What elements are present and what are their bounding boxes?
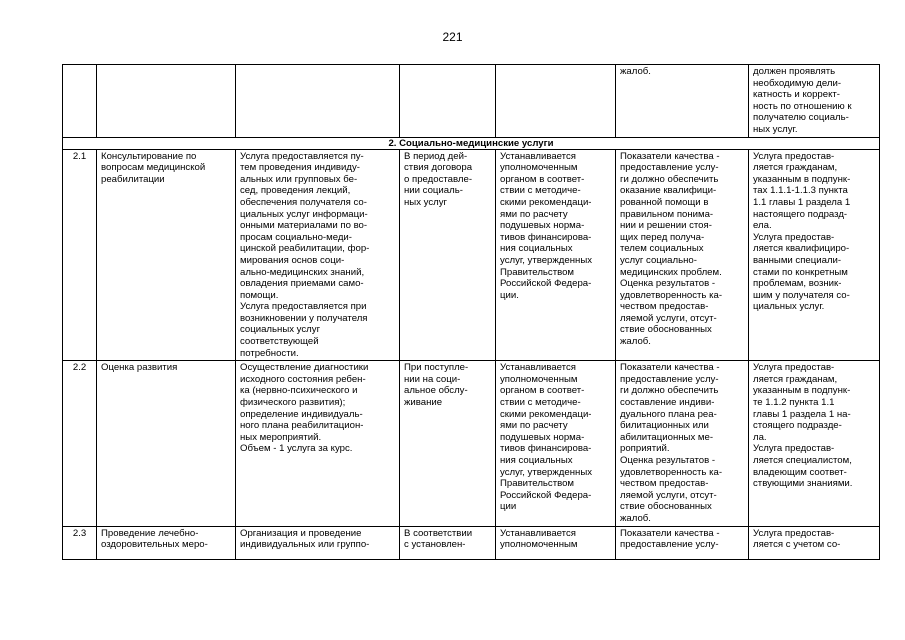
cell-quality: Показатели качества - предоставление услу- ги должно обеспечить составление индиви- дуального плана реа- билитационных или абилитационных ме- роприятий. Оценка результатов - удовлетворенность ка- чеством предостав- ляемой услуги, отсут- ствие обоснованных жалоб. (616, 361, 749, 526)
cell-num: 2.2 (63, 361, 97, 526)
cell-conditions: должен проявлять необходимую дели- катность и коррект- ность по отношению к получателю социаль- ных услуг. (749, 65, 880, 138)
table-row (63, 361, 880, 526)
cell-name: Проведение лечебно- оздоровительных меро- (97, 526, 236, 559)
cell-quality: Показатели качества - предоставление услу- ги должно обеспечить оказание квалифици- рованной помощи в правильном понима- нии и решении стоя- щих перед получа- телем социальных услуг социально- медицинских проблем. Оценка результатов - удовлетворенность ка- чеством предостав- ляемой услуги, отсут- ствие обоснованных жалоб. (616, 149, 749, 361)
cell-conditions: Услуга предостав- ляется гражданам, указанным в подпунк- те 1.1.2 пункта 1.1 главы 1 раздела 1 на- стоящего подразде- ла. Услуга предостав- ляется специалистом, владеющим соответ- ствующими знаниями. (749, 361, 880, 526)
cell-quality: жалоб. (616, 65, 749, 138)
section-title: 2. Социально-медицинские услуги (63, 137, 880, 149)
cell-conditions: Услуга предостав- ляется с учетом со- (749, 526, 880, 559)
cell-terms: В соответствии с установлен- (400, 526, 496, 559)
page-number: 221 (442, 30, 463, 44)
cell-quality: Показатели качества - предоставление услу- (616, 526, 749, 559)
cell-norm: Устанавливается уполномоченным (496, 526, 616, 559)
cell-terms (400, 65, 496, 138)
cell-description: Осуществление диагностики исходного состояния ребен- ка (нервно-психического и физического развития); определение индивидуаль- ного плана реабилитацион- ных мероприятий. Объем - 1 услуга за курс. (236, 361, 400, 526)
cell-norm: Устанавливается уполномоченным органом в соответ- ствии с методиче- скими рекомендаци- ями по расчету подушевых норма- тивов финансирова- ния социальных услуг, утвержденных Правительством Российской Федера- ции. (496, 149, 616, 361)
cell-conditions: Услуга предостав- ляется гражданам, указанным в подпунк- тах 1.1.1-1.1.3 пункта 1.1 главы 1 раздела 1 настоящего подразд- ела. Услуга предостав- ляется квалифициро- ванными специали- стами по конкретным проблемам, возник- шим у получателя со- циальных услуг. (749, 149, 880, 361)
cell-norm (496, 65, 616, 138)
cell-description: Организация и проведение индивидуальных или группо- (236, 526, 400, 559)
cell-terms: В период дей- ствия договора о предоставле- нии социаль- ных услуг (400, 149, 496, 361)
section-row (63, 137, 880, 149)
cell-norm: Устанавливается уполномоченным органом в соответ- ствии с методиче- скими рекомендаци- ями по расчету подушевых норма- тивов финансирова- ния социальных услуг, утвержденных Правительством Российской Федера- ции (496, 361, 616, 526)
table-row (63, 65, 880, 138)
cell-description (236, 65, 400, 138)
table-row (63, 149, 880, 361)
cell-num: 2.1 (63, 149, 97, 361)
cell-num: 2.3 (63, 526, 97, 559)
cell-description: Услуга предоставляется пу- тем проведения индивиду- альных или групповых бе- сед, проведения лекций, обеспечения получателя со- циальных услуг информаци- онными материалами по во- просам социально-меди- цинской реабилитации, фор- мирования основ соци- ально-медицинских знаний, овладения приемами само- помощи. Услуга предоставляется при возникновении у получателя социальных услуг соответствующей потребности. (236, 149, 400, 361)
cell-name (97, 65, 236, 138)
services-table (62, 64, 880, 560)
table-row (63, 526, 880, 559)
cell-terms: При поступле- нии на соци- альное обслу- живание (400, 361, 496, 526)
cell-name: Консультирование по вопросам медицинской реабилитации (97, 149, 236, 361)
cell-name: Оценка развития (97, 361, 236, 526)
cell-num (63, 65, 97, 138)
